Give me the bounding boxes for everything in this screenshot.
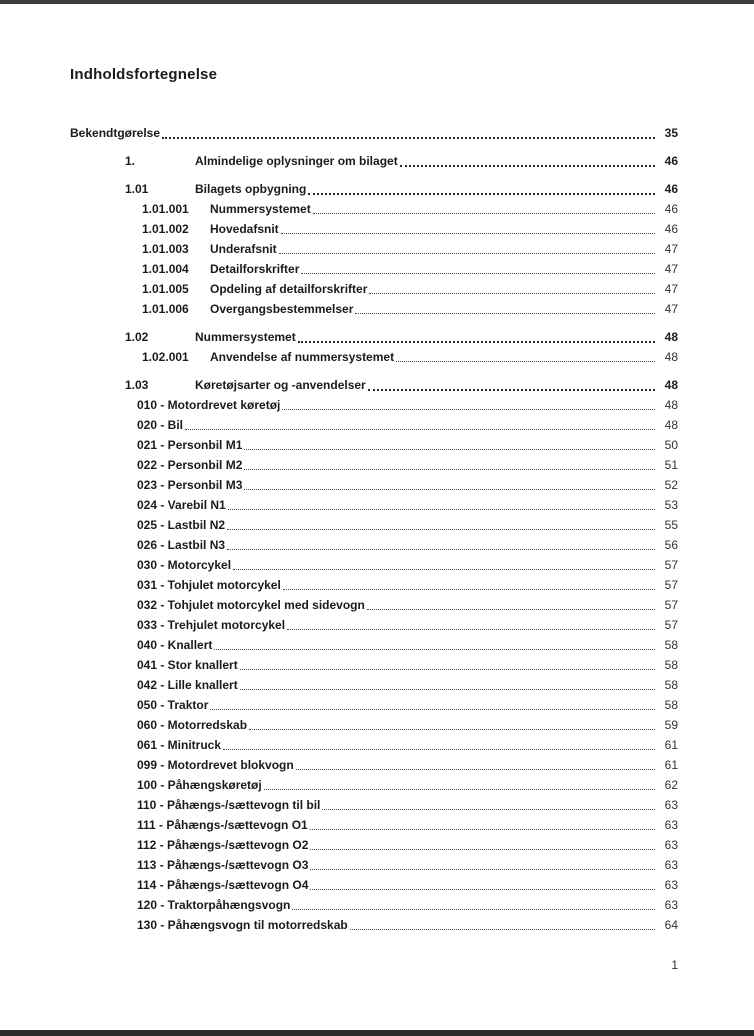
toc-entry	[70, 435, 678, 455]
dot-leader	[310, 829, 655, 830]
dot-leader	[249, 729, 655, 730]
toc-entry-label: 113 - Påhængs-/sættevogn O3	[137, 858, 309, 872]
toc-entry-page: 48	[664, 378, 678, 392]
toc-entry-label: 040 - Knallert	[137, 638, 213, 652]
toc-entry	[70, 835, 678, 855]
toc-entry-label: Detailforskrifter	[210, 262, 300, 276]
dot-leader	[355, 313, 655, 314]
dot-leader	[162, 137, 655, 139]
toc-entry	[70, 815, 678, 835]
toc-entry-number: 1.01.005	[142, 282, 189, 296]
toc-entry	[70, 299, 678, 319]
toc-entry-page: 52	[664, 478, 678, 492]
toc-entry-page: 59	[664, 718, 678, 732]
toc-entry	[70, 395, 678, 415]
toc-entry-label: 020 - Bil	[137, 418, 184, 432]
dot-leader	[214, 649, 655, 650]
toc-entry	[70, 555, 678, 575]
toc-entry	[70, 219, 678, 239]
toc-entry-page: 57	[664, 558, 678, 572]
dot-leader	[279, 253, 655, 254]
dot-leader	[281, 233, 655, 234]
dot-leader	[313, 213, 655, 214]
toc-entry-page: 61	[664, 738, 678, 752]
dot-leader	[244, 469, 655, 470]
toc-entry	[70, 635, 678, 655]
toc-entry-label: 030 - Motorcykel	[137, 558, 232, 572]
toc-entry	[70, 199, 678, 219]
toc-entry	[70, 575, 678, 595]
toc-entry-page: 63	[664, 858, 678, 872]
toc-entry	[70, 615, 678, 635]
toc-entry-label: 042 - Lille knallert	[137, 678, 238, 692]
dot-leader	[310, 849, 655, 850]
dot-leader	[308, 193, 655, 195]
toc-entry	[70, 795, 678, 815]
footer-page-number: 1	[671, 958, 678, 972]
dot-leader	[282, 409, 655, 410]
toc-entry	[70, 755, 678, 775]
toc-entry-label: 060 - Motorredskab	[137, 718, 248, 732]
toc-entry-page: 46	[664, 182, 678, 196]
dot-leader	[264, 789, 655, 790]
toc-entry-page: 56	[664, 538, 678, 552]
dot-leader	[350, 929, 655, 930]
dot-leader	[296, 769, 655, 770]
toc-entry-page: 53	[664, 498, 678, 512]
dot-leader	[240, 689, 655, 690]
toc-entry-label: 022 - Personbil M2	[137, 458, 243, 472]
toc-entry-number: 1.	[125, 154, 136, 168]
dot-leader	[310, 889, 655, 890]
toc-entry-number: 1.02	[125, 330, 149, 344]
toc-entry-number: 1.01.004	[142, 262, 189, 276]
toc-entry-label: 099 - Motordrevet blokvogn	[137, 758, 294, 772]
toc-entry-label: 111 - Påhængs-/sættevogn O1	[137, 818, 308, 832]
toc-entry	[70, 515, 678, 535]
toc-entry-page: 47	[664, 262, 678, 276]
toc-entry-number: 1.01.002	[142, 222, 189, 236]
toc-entry-page: 61	[664, 758, 678, 772]
toc-entry-number: 1.01.003	[142, 242, 189, 256]
toc-entry-label: 130 - Påhængsvogn til motorredskab	[137, 918, 348, 932]
toc-entry-page: 51	[664, 458, 678, 472]
dot-leader	[227, 549, 655, 550]
toc-entry-label: 112 - Påhængs-/sættevogn O2	[137, 838, 309, 852]
dot-leader	[233, 569, 655, 570]
dot-leader	[185, 429, 655, 430]
toc-entry-label: Køretøjsarter og -anvendelser	[195, 378, 366, 392]
toc-entry	[70, 259, 678, 279]
toc-entry-page: 55	[664, 518, 678, 532]
toc-entry-page: 63	[664, 818, 678, 832]
toc-list	[70, 123, 678, 935]
toc-entry-page: 64	[664, 918, 678, 932]
toc-entry-page: 48	[664, 330, 678, 344]
toc-entry-label: Bekendtgørelse	[70, 126, 161, 140]
toc-entry-label: Nummersystemet	[195, 330, 296, 344]
toc-entry	[70, 535, 678, 555]
toc-entry-page: 63	[664, 838, 678, 852]
dot-leader	[287, 629, 655, 630]
toc-entry-page: 46	[664, 202, 678, 216]
dot-leader	[283, 589, 655, 590]
page-title: Indholdsfortegnelse	[70, 66, 218, 83]
dot-leader	[228, 509, 655, 510]
dot-leader	[227, 529, 655, 530]
toc-entry-page: 35	[664, 126, 678, 140]
toc-entry-label: 033 - Trehjulet motorcykel	[137, 618, 286, 632]
dot-leader	[223, 749, 655, 750]
toc-entry-label: Nummersystemet	[210, 202, 311, 216]
toc-entry	[70, 735, 678, 755]
toc-entry	[70, 475, 678, 495]
toc-entry	[70, 595, 678, 615]
toc-entry	[70, 775, 678, 795]
toc-entry-page: 46	[664, 222, 678, 236]
toc-entry-page: 63	[664, 898, 678, 912]
toc-entry	[70, 495, 678, 515]
toc-entry-page: 58	[664, 698, 678, 712]
toc-entry	[70, 915, 678, 935]
dot-leader	[310, 869, 655, 870]
toc-entry-page: 46	[664, 154, 678, 168]
toc-entry-label: Underafsnit	[210, 242, 277, 256]
toc-entry	[70, 695, 678, 715]
toc-entry	[70, 151, 678, 171]
toc-entry-label: 024 - Varebil N1	[137, 498, 226, 512]
toc-entry-page: 57	[664, 578, 678, 592]
toc-entry-page: 57	[664, 618, 678, 632]
toc-entry-page: 48	[664, 418, 678, 432]
toc-entry	[70, 715, 678, 735]
toc-entry-label: 120 - Traktorpåhængsvogn	[137, 898, 291, 912]
toc-entry-label: Opdeling af detailforskrifter	[210, 282, 368, 296]
toc-entry-number: 1.01.001	[142, 202, 189, 216]
dot-leader	[240, 669, 655, 670]
toc-entry-label: Anvendelse af nummersystemet	[210, 350, 395, 364]
toc-entry-page: 58	[664, 638, 678, 652]
toc-entry	[70, 875, 678, 895]
toc-entry-page: 47	[664, 242, 678, 256]
toc-entry-label: 010 - Motordrevet køretøj	[137, 398, 281, 412]
dot-leader	[298, 341, 655, 343]
toc-entry-label: 021 - Personbil M1	[137, 438, 243, 452]
toc-entry-number: 1.03	[125, 378, 149, 392]
toc-entry-page: 47	[664, 282, 678, 296]
dot-leader	[301, 273, 655, 274]
toc-entry	[70, 655, 678, 675]
toc-entry	[70, 123, 678, 143]
toc-entry	[70, 455, 678, 475]
toc-entry-label: Hovedafsnit	[210, 222, 279, 236]
toc-entry-label: 023 - Personbil M3	[137, 478, 243, 492]
toc-entry-label: Almindelige oplysninger om bilaget	[195, 154, 398, 168]
dot-leader	[367, 609, 655, 610]
page-bottom-edge	[0, 1030, 754, 1036]
dot-leader	[369, 293, 655, 294]
toc-entry-label: 114 - Påhængs-/sættevogn O4	[137, 878, 309, 892]
dot-leader	[244, 489, 655, 490]
toc-entry-label: 100 - Påhængskøretøj	[137, 778, 262, 792]
toc-entry-label: 031 - Tohjulet motorcykel	[137, 578, 281, 592]
toc-entry-number: 1.01	[125, 182, 149, 196]
toc-entry-label: 041 - Stor knallert	[137, 658, 238, 672]
toc-entry-label: 061 - Minitruck	[137, 738, 222, 752]
toc-entry	[70, 895, 678, 915]
dot-leader	[322, 809, 655, 810]
toc-entry	[70, 347, 678, 367]
toc-entry-label: 025 - Lastbil N2	[137, 518, 226, 532]
dot-leader	[368, 389, 655, 391]
toc-entry	[70, 855, 678, 875]
toc-entry	[70, 279, 678, 299]
toc-entry	[70, 375, 678, 395]
dot-leader	[210, 709, 655, 710]
toc-entry-label: Bilagets opbygning	[195, 182, 307, 196]
dot-leader	[292, 909, 655, 910]
toc-entry-page: 57	[664, 598, 678, 612]
toc-entry-label: 110 - Påhængs-/sættevogn til bil	[137, 798, 321, 812]
toc-entry-page: 50	[664, 438, 678, 452]
toc-entry-label: 050 - Traktor	[137, 698, 209, 712]
dot-leader	[244, 449, 655, 450]
toc-entry-label: Overgangsbestemmelser	[210, 302, 354, 316]
toc-entry-number: 1.01.006	[142, 302, 189, 316]
toc-entry	[70, 675, 678, 695]
toc-entry	[70, 415, 678, 435]
toc-entry-page: 48	[664, 398, 678, 412]
toc-entry	[70, 179, 678, 199]
toc-entry-label: 032 - Tohjulet motorcykel med sidevogn	[137, 598, 365, 612]
toc-entry-page: 63	[664, 798, 678, 812]
toc-entry-page: 47	[664, 302, 678, 316]
toc-entry-page: 58	[664, 678, 678, 692]
toc-entry	[70, 327, 678, 347]
dot-leader	[396, 361, 655, 362]
toc-entry-page: 48	[664, 350, 678, 364]
toc-entry-label: 026 - Lastbil N3	[137, 538, 226, 552]
toc-entry	[70, 239, 678, 259]
toc-entry-page: 62	[664, 778, 678, 792]
toc-entry-number: 1.02.001	[142, 350, 189, 364]
dot-leader	[400, 165, 655, 167]
toc-entry-page: 63	[664, 878, 678, 892]
toc-entry-page: 58	[664, 658, 678, 672]
